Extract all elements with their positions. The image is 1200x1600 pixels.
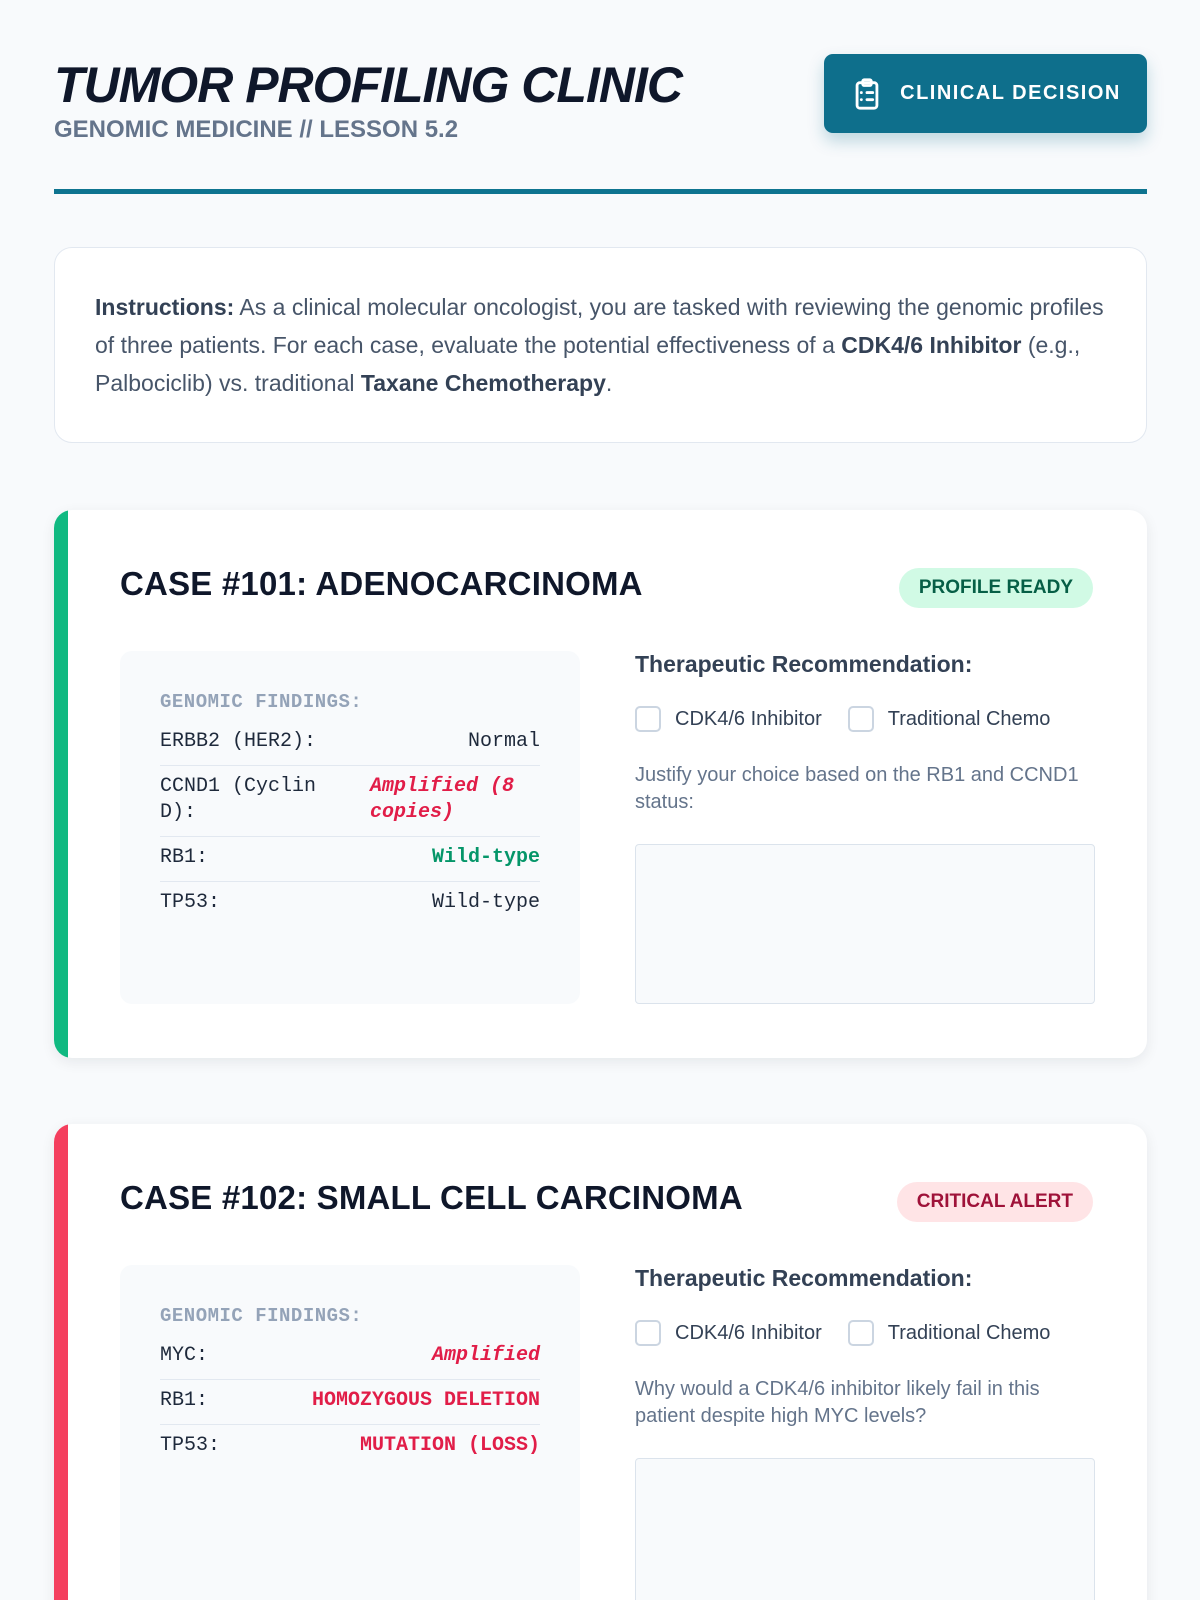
therapy-title: Therapeutic Recommendation: bbox=[635, 651, 973, 677]
justification-textarea[interactable] bbox=[635, 1458, 1095, 1600]
findings-title: GENOMIC FINDINGS: bbox=[160, 1305, 363, 1327]
finding-row bbox=[160, 766, 540, 837]
genomic-findings-panel bbox=[120, 651, 580, 1004]
option-label: CDK4/6 Inhibitor bbox=[675, 1321, 822, 1344]
gene-name: MYC: bbox=[160, 1344, 209, 1367]
gene-name: ERBB2 (HER2): bbox=[160, 730, 317, 753]
page-title: TUMOR PROFILING CLINIC bbox=[54, 57, 682, 113]
finding-row bbox=[160, 882, 540, 926]
gene-status: Normal bbox=[467, 730, 540, 753]
instructions-part-1: As a clinical molecular oncologist, you are tasked with reviewing the genomic profiles of three patients. For each case, evaluate the potential effectiveness of a bbox=[95, 294, 1104, 358]
instructions-text bbox=[95, 288, 1106, 402]
instructions-label: Instructions: bbox=[95, 294, 235, 320]
finding-row bbox=[160, 837, 540, 882]
option-label: CDK4/6 Inhibitor bbox=[675, 707, 822, 730]
option-label: Traditional Chemo bbox=[887, 1321, 1051, 1344]
case-card-101 bbox=[54, 510, 1147, 1058]
finding-row bbox=[160, 1425, 540, 1469]
instructions-panel bbox=[54, 247, 1147, 443]
justification-prompt: Justify your choice based on the RB1 and CCND1 status: bbox=[635, 764, 1079, 813]
checkbox[interactable] bbox=[848, 1320, 874, 1346]
finding-row bbox=[160, 721, 540, 766]
option-cdk46-inhibitor[interactable] bbox=[635, 1320, 822, 1346]
option-label: Traditional Chemo bbox=[887, 707, 1051, 730]
page-subtitle: GENOMIC MEDICINE // LESSON 5.2 bbox=[54, 116, 459, 143]
justification-prompt: Why would a CDK4/6 inhibitor likely fail in this patient despite high MYC levels? bbox=[635, 1378, 1040, 1427]
therapy-options bbox=[635, 706, 1095, 732]
gene-status: Wild-type bbox=[431, 891, 540, 914]
instructions-part-3: . bbox=[605, 370, 613, 396]
gene-status: Amplified (8 copies) bbox=[370, 775, 515, 824]
instructions-drug-2: Taxane Chemotherapy bbox=[360, 370, 606, 396]
therapy-title: Therapeutic Recommendation: bbox=[635, 1265, 973, 1291]
checkbox[interactable] bbox=[848, 706, 874, 732]
status-badge: PROFILE READY bbox=[899, 568, 1093, 608]
finding-row bbox=[160, 1335, 540, 1380]
option-traditional-chemo[interactable] bbox=[848, 706, 1051, 732]
findings-title: GENOMIC FINDINGS: bbox=[160, 691, 363, 713]
clipboard-icon bbox=[850, 77, 884, 111]
clinical-decision-button[interactable] bbox=[824, 54, 1147, 133]
gene-status: HOMOZYGOUS DELETION bbox=[311, 1389, 540, 1412]
gene-status: Amplified bbox=[431, 1344, 540, 1367]
instructions-part-2: (e.g., Palbociclib) vs. traditional bbox=[95, 332, 1081, 396]
gene-status: MUTATION (LOSS) bbox=[359, 1434, 540, 1457]
case-card-102 bbox=[54, 1124, 1147, 1600]
case-title: CASE #102: SMALL CELL CARCINOMA bbox=[120, 1179, 743, 1216]
gene-name: RB1: bbox=[160, 1389, 209, 1412]
clinical-decision-label: CLINICAL DECISION bbox=[900, 82, 1121, 104]
gene-name: TP53: bbox=[160, 1434, 221, 1457]
checkbox[interactable] bbox=[635, 1320, 661, 1346]
therapy-panel bbox=[635, 1265, 1095, 1600]
option-traditional-chemo[interactable] bbox=[848, 1320, 1051, 1346]
therapy-options bbox=[635, 1320, 1095, 1346]
gene-name: CCND1 (Cyclin D): bbox=[160, 775, 317, 824]
gene-status: Wild-type bbox=[431, 846, 540, 869]
instructions-drug-1: CDK4/6 Inhibitor bbox=[841, 332, 1022, 358]
genomic-findings-panel bbox=[120, 1265, 580, 1600]
option-cdk46-inhibitor[interactable] bbox=[635, 706, 822, 732]
gene-name: RB1: bbox=[160, 846, 209, 869]
header bbox=[54, 0, 1147, 194]
justification-textarea[interactable] bbox=[635, 844, 1095, 1004]
therapy-panel bbox=[635, 651, 1095, 1009]
gene-name: TP53: bbox=[160, 891, 221, 914]
status-badge: CRITICAL ALERT bbox=[897, 1182, 1093, 1222]
checkbox[interactable] bbox=[635, 706, 661, 732]
finding-row bbox=[160, 1380, 540, 1425]
case-title: CASE #101: ADENOCARCINOMA bbox=[120, 565, 643, 602]
page bbox=[54, 0, 1147, 1457]
